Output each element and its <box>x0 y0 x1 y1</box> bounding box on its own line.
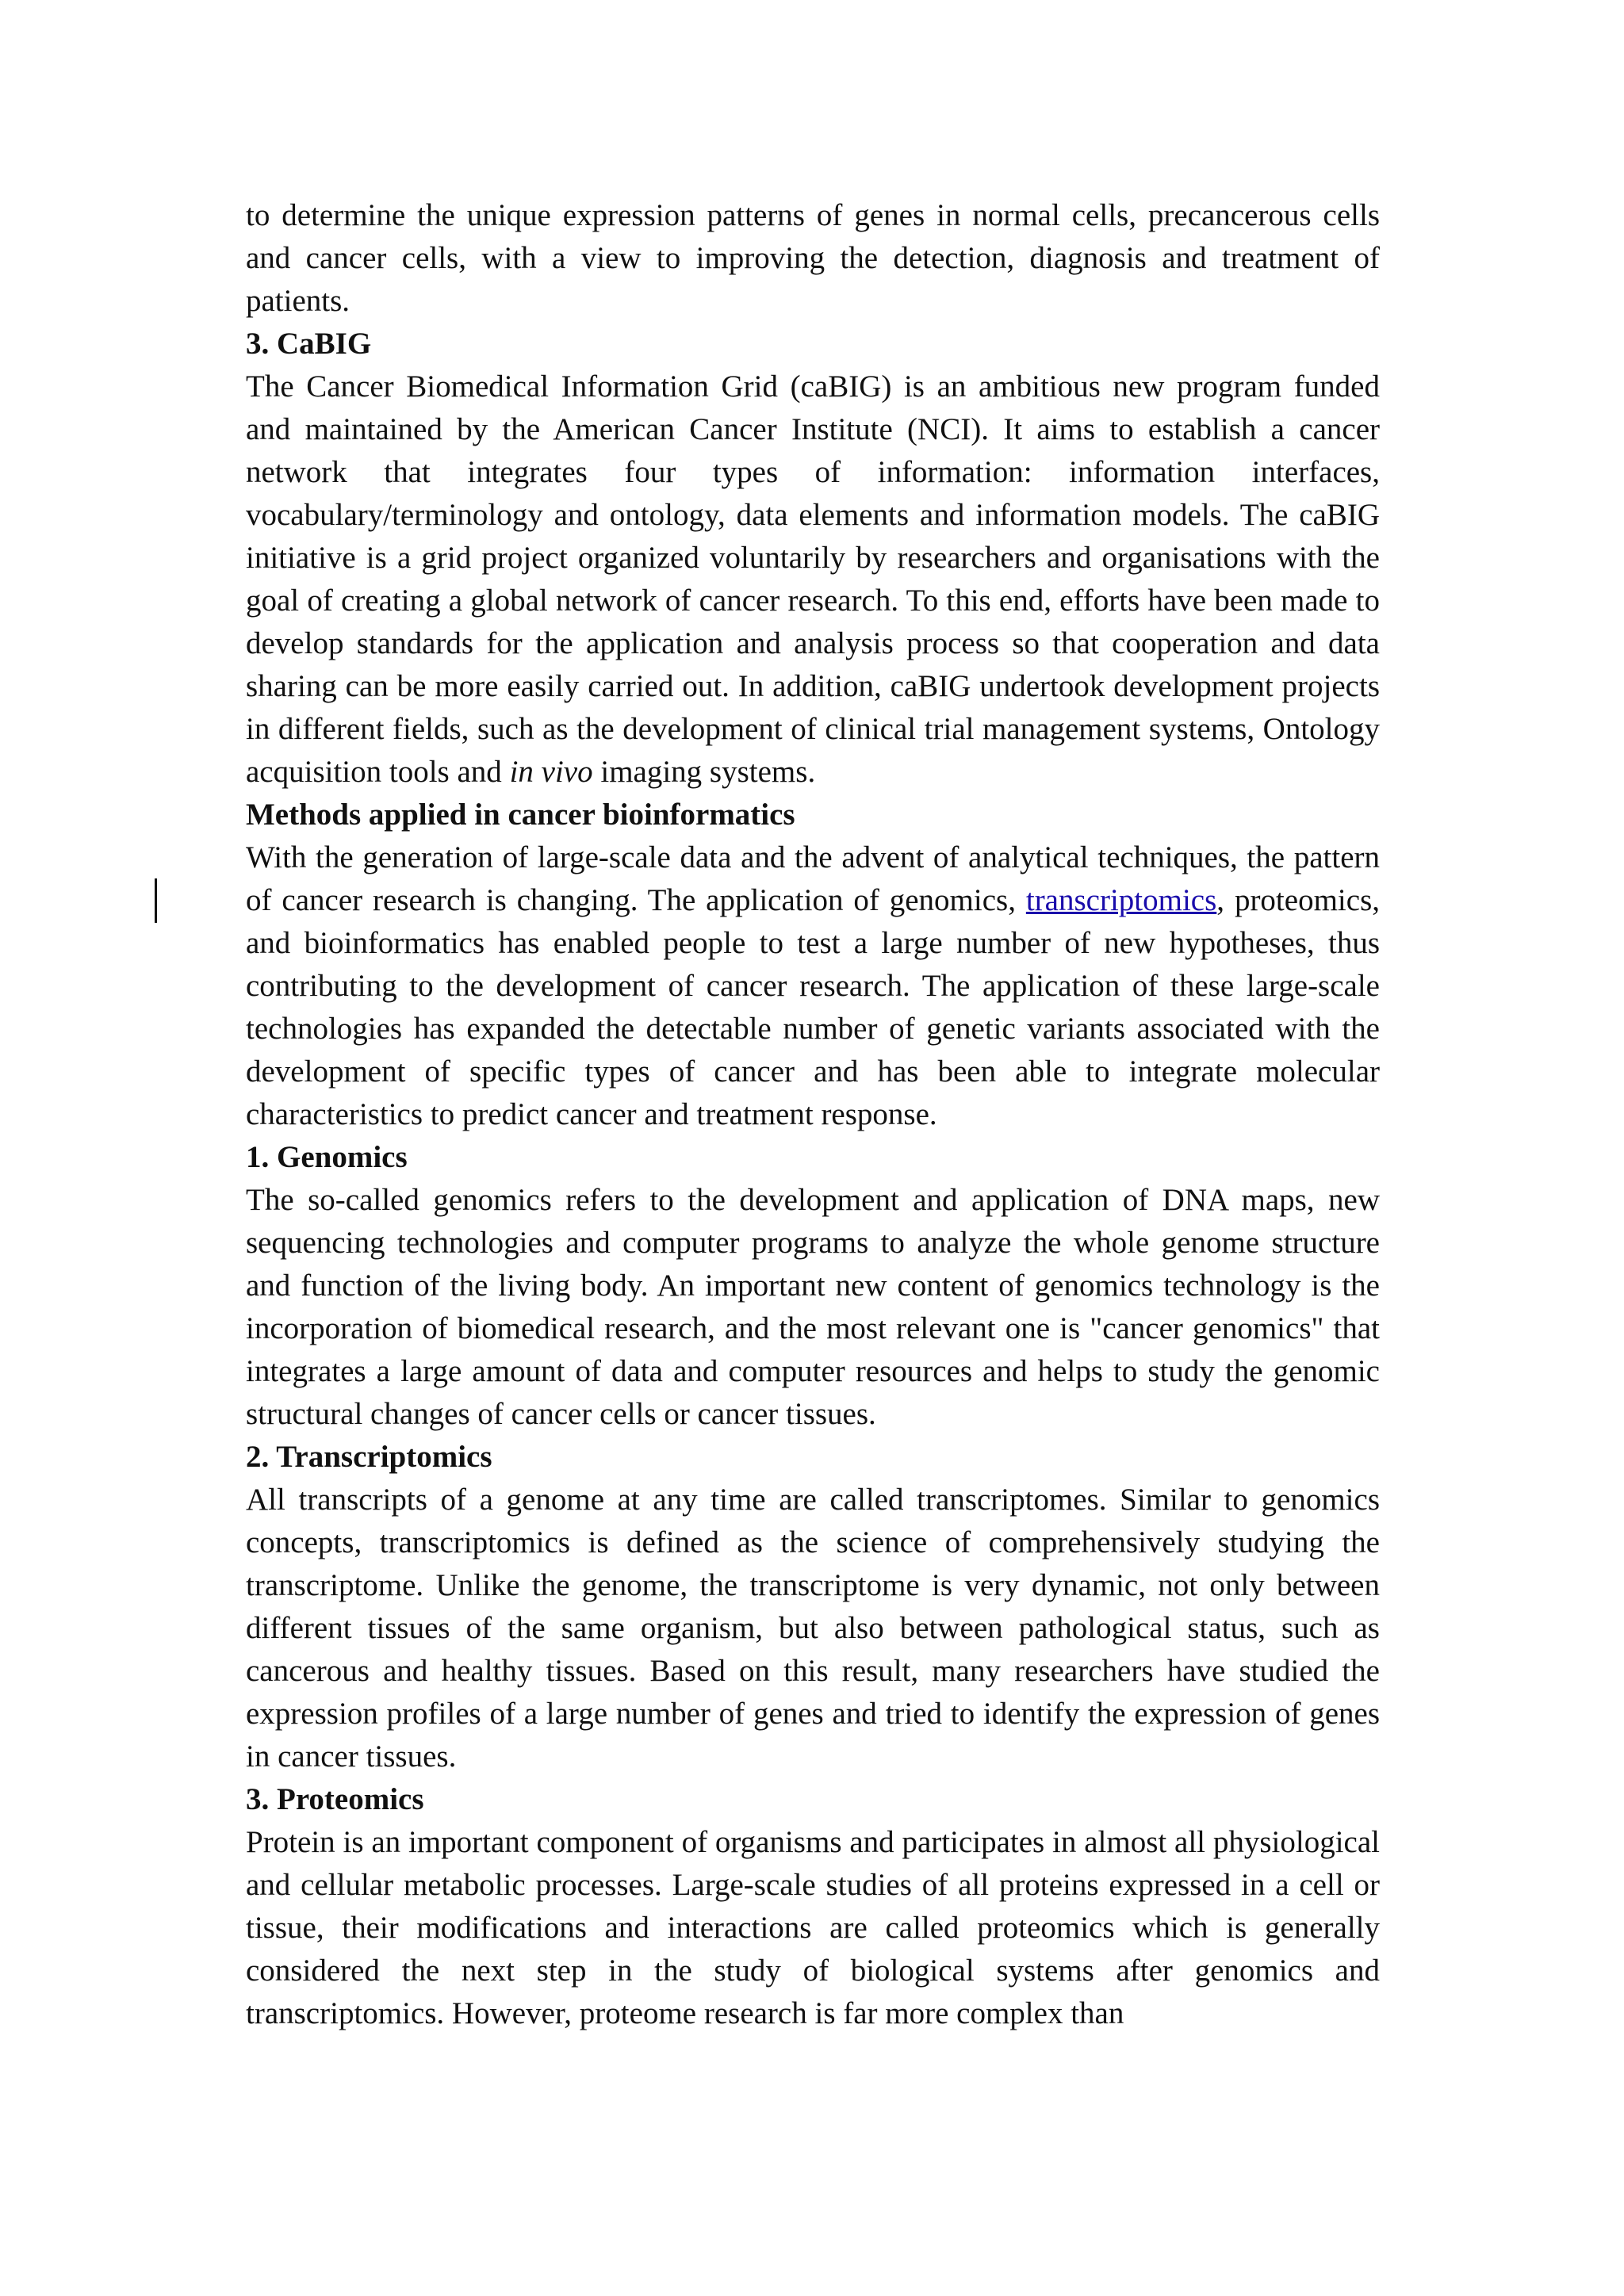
genomics-heading: 1. Genomics <box>246 1140 408 1174</box>
cabig-paragraph: The Cancer Biomedical Information Grid (caBIG) is an ambitious new program funded and maintained by the American Cancer Institute (NCI). It aims to establish a cancer network that integrates four types of information: information interfaces, vocabulary/terminology and ontology, data elements and information models. The caBIG initiative is a grid project organized voluntarily by researchers and organisations with the goal of creating a global network of cancer research. To this end, efforts have been made to develop standards for the application and analysis process so that cooperation and data sharing can be more easily carried out. In addition, caBIG undertook development projects in different fields, such as the development of clinical trial management systems, Ontology acquisition tools and in vivo imaging systems. <box>246 369 1380 789</box>
proteomics-paragraph: Protein is an important component of organisms and participates in almost all physiological and cellular metabolic processes. Large-scale studies of all proteins expressed in a cell or tissue, their modifications and interactions are called proteomics which is generally considered the next step in the study of biological systems after genomics and transcriptomics. However, proteome research is far more complex than <box>246 1825 1380 2030</box>
transcriptomics-heading: 2. Transcriptomics <box>246 1440 492 1474</box>
proteomics-heading: 3. Proteomics <box>246 1782 424 1816</box>
in-vivo-italic: in vivo <box>509 755 593 789</box>
document-page <box>246 194 1380 2035</box>
intro-continuation-paragraph: to determine the unique expression patterns of genes in normal cells, precancerous cells and cancer cells, with a view to improving the detection, diagnosis and treatment of patients. <box>246 198 1380 318</box>
methods-paragraph: With the generation of large-scale data and the advent of analytical techniques, the pattern of cancer research is changing. The application of genomics, transcriptomics, proteomics, and bioinformatics has enabled people to test a large number of new hypotheses, thus contributing to the development of cancer research. The application of these large-scale technologies has expanded the detectable number of genetic variants associated with the development of specific types of cancer and has been able to integrate molecular characteristics to predict cancer and treatment response. <box>246 840 1380 1131</box>
cabig-heading: 3. CaBIG <box>246 327 372 361</box>
change-bar-marker <box>155 878 157 923</box>
genomics-paragraph: The so-called genomics refers to the development and application of DNA maps, new sequencing technologies and computer programs to analyze the whole genome structure and function of the living body. An important new content of genomics technology is the incorporation of biomedical research, and the most relevant one is "cancer genomics" that integrates a large amount of data and computer resources and helps to study the genomic structural changes of cancer cells or cancer tissues. <box>246 1183 1380 1431</box>
transcriptomics-link[interactable]: transcriptomics <box>1025 883 1217 917</box>
transcriptomics-paragraph: All transcripts of a genome at any time are called transcriptomes. Similar to genomics concepts, transcriptomics is defined as the science of comprehensively studying the transcriptome. Unlike the genome, the transcriptome is very dynamic, not only between different tissues of the same organism, but also between pathological status, such as cancerous and healthy tissues. Based on this result, many researchers have studied the expression profiles of a large number of genes and tried to identify the expression of genes in cancer tissues. <box>246 1483 1380 1774</box>
methods-heading: Methods applied in cancer bioinformatics <box>246 798 795 832</box>
